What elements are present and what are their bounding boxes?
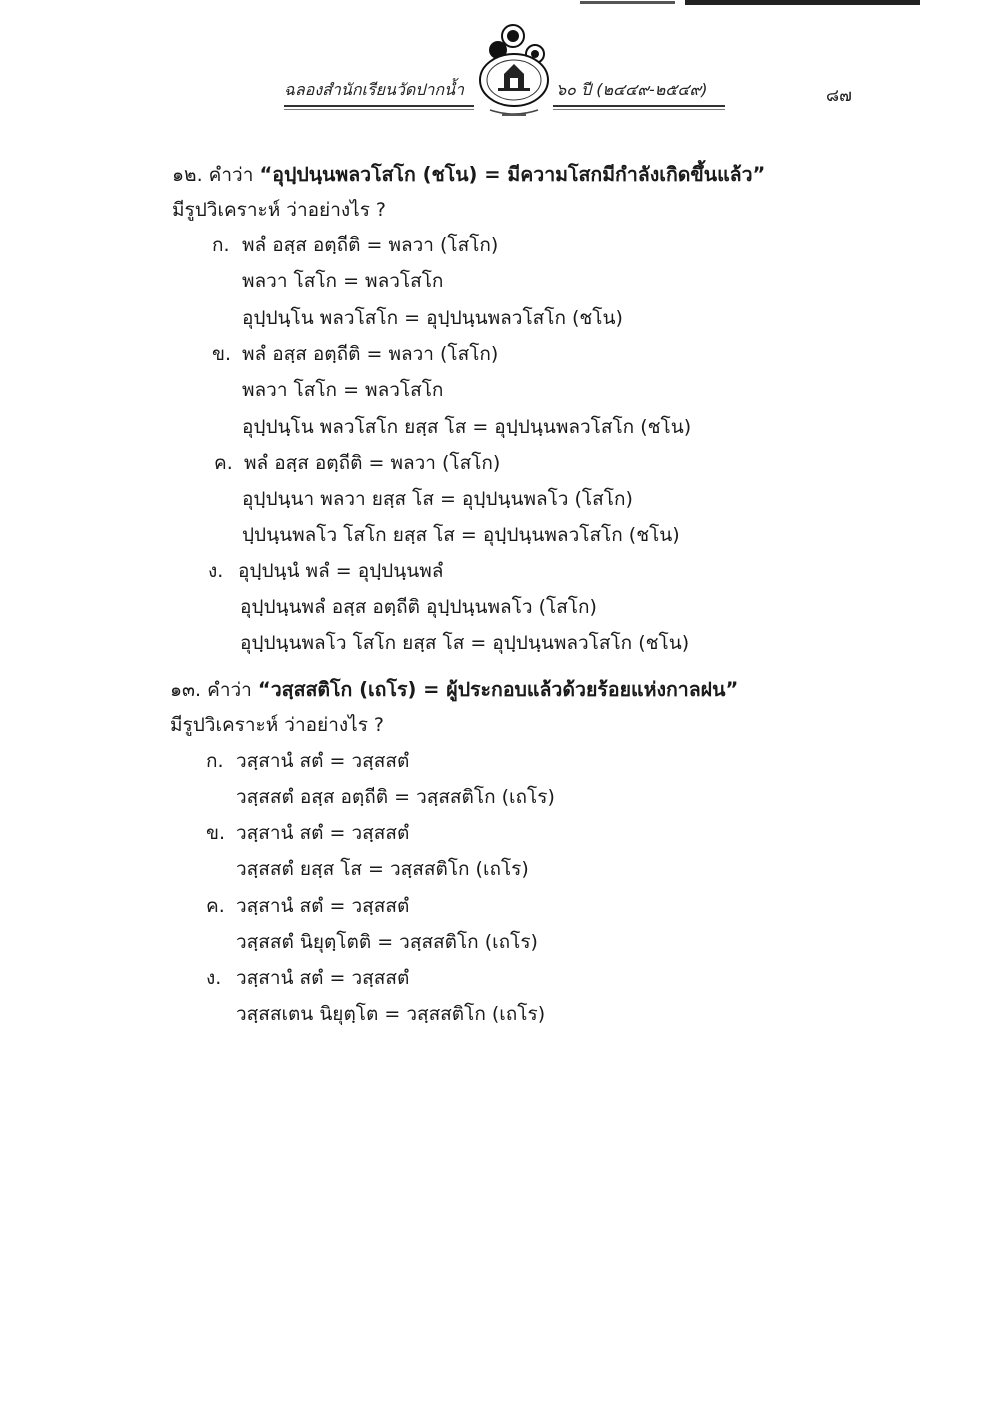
q12-choice-b-label: ข. xyxy=(212,343,232,365)
question-12-term: “อุปฺปนฺนพลวโสโก (ชโน) = มีความโสกมีกำลังเกิดขึ้นแล้ว” xyxy=(259,163,766,186)
q13-choice-a-line-1: วสฺสานํ สตํ = วสฺสสตํ xyxy=(236,750,410,772)
q12-choice-c-line-3: ปฺปนฺนพลโว โสโก ยสฺส โส = อุปฺปนฺนพลวโสโก (ชโน) xyxy=(242,524,680,546)
temple-emblem-icon xyxy=(468,22,558,122)
q12-choice-a-line-1: พลํ อสฺส อตฺถีติ = พลวา (โสโก) xyxy=(242,234,499,256)
q13-choice-a-line-2: วสฺสสตํ อสฺส อตฺถีติ = วสฺสสติโก (เถโร) xyxy=(236,786,555,808)
q12-choice-a-line-2: พลวา โสโก = พลวโสโก xyxy=(242,270,444,292)
q13-choice-b-line-2: วสฺสสตํ ยสฺส โส = วสฺสสติโก (เถโร) xyxy=(236,858,529,880)
question-12-heading xyxy=(172,162,765,188)
q12-choice-d-line-3: อุปฺปนฺนพลโว โสโก ยสฺส โส = อุปฺปนฺนพลวโสโก (ชโน) xyxy=(240,632,690,654)
page-header xyxy=(0,0,1000,140)
header-rule-left xyxy=(284,105,474,107)
q13-choice-a-label: ก. xyxy=(206,750,224,772)
q12-choice-c-line-1: พลํ อสฺส อตฺถีติ = พลวา (โสโก) xyxy=(244,452,501,474)
q12-choice-a-line-3: อุปฺปนฺโน พลวโสโก = อุปฺปนฺนพลวโสโก (ชโน) xyxy=(242,307,623,329)
q12-choice-a-label: ก. xyxy=(212,234,230,256)
q12-choice-c-label: ค. xyxy=(214,452,233,474)
q13-choice-d-line-2: วสฺสสเตน นิยุตฺโต = วสฺสสติโก (เถโร) xyxy=(236,1003,546,1025)
q13-choice-d-line-1: วสฺสานํ สตํ = วสฺสสตํ xyxy=(236,967,410,989)
header-rule-right-thin xyxy=(553,109,725,110)
q12-choice-b-line-1: พลํ อสฺส อตฺถีติ = พลวา (โสโก) xyxy=(242,343,499,365)
question-13-prompt: มีรูปวิเคราะห์ ว่าอย่างไร ? xyxy=(170,714,385,736)
question-12-prompt: มีรูปวิเคราะห์ ว่าอย่างไร ? xyxy=(172,199,387,221)
q13-choice-c-line-1: วสฺสานํ สตํ = วสฺสสตํ xyxy=(236,895,410,917)
page-number: ๘๗ xyxy=(826,86,852,106)
header-right-text: ๖๐ ปี (๒๔๔๙-๒๕๔๙) xyxy=(556,80,708,99)
q12-choice-d-label: ง. xyxy=(208,560,224,582)
q12-choice-b-line-3: อุปฺปนฺโน พลวโสโก ยสฺส โส = อุปฺปนฺนพลวโสโก (ชโน) xyxy=(242,416,692,438)
header-rule-right xyxy=(553,105,725,107)
q12-choice-c-line-2: อุปฺปนฺนา พลวา ยสฺส โส = อุปฺปนฺนพลโว (โสโก) xyxy=(242,488,633,510)
q13-choice-b-label: ข. xyxy=(206,822,226,844)
q13-choice-c-line-2: วสฺสสตํ นิยุตฺโตติ = วสฺสสติโก (เถโร) xyxy=(236,931,538,953)
q13-choice-b-line-1: วสฺสานํ สตํ = วสฺสสตํ xyxy=(236,822,410,844)
q13-choice-d-label: ง. xyxy=(206,967,222,989)
q12-choice-d-line-1: อุปฺปนฺนํ พลํ = อุปฺปนฺนพลํ xyxy=(238,560,444,582)
header-left-text: ฉลองสำนักเรียนวัดปากน้ำ xyxy=(284,80,464,99)
q13-choice-c-label: ค. xyxy=(206,895,225,917)
q12-choice-b-line-2: พลวา โสโก = พลวโสโก xyxy=(242,379,444,401)
question-13-term: “วสฺสสติโก (เถโร) = ผู้ประกอบแล้วด้วยร้อยแห่งกาลฝน” xyxy=(257,678,739,701)
question-12-number: ๑๒. คำว่า xyxy=(172,164,254,186)
q12-choice-d-line-2: อุปฺปนฺนพลํ อสฺส อตฺถีติ อุปฺปนฺนพลโว (โสโก) xyxy=(240,596,597,618)
question-13-heading xyxy=(170,677,738,703)
header-rule-left-thin xyxy=(284,109,474,110)
question-13-number: ๑๓. คำว่า xyxy=(170,679,252,701)
